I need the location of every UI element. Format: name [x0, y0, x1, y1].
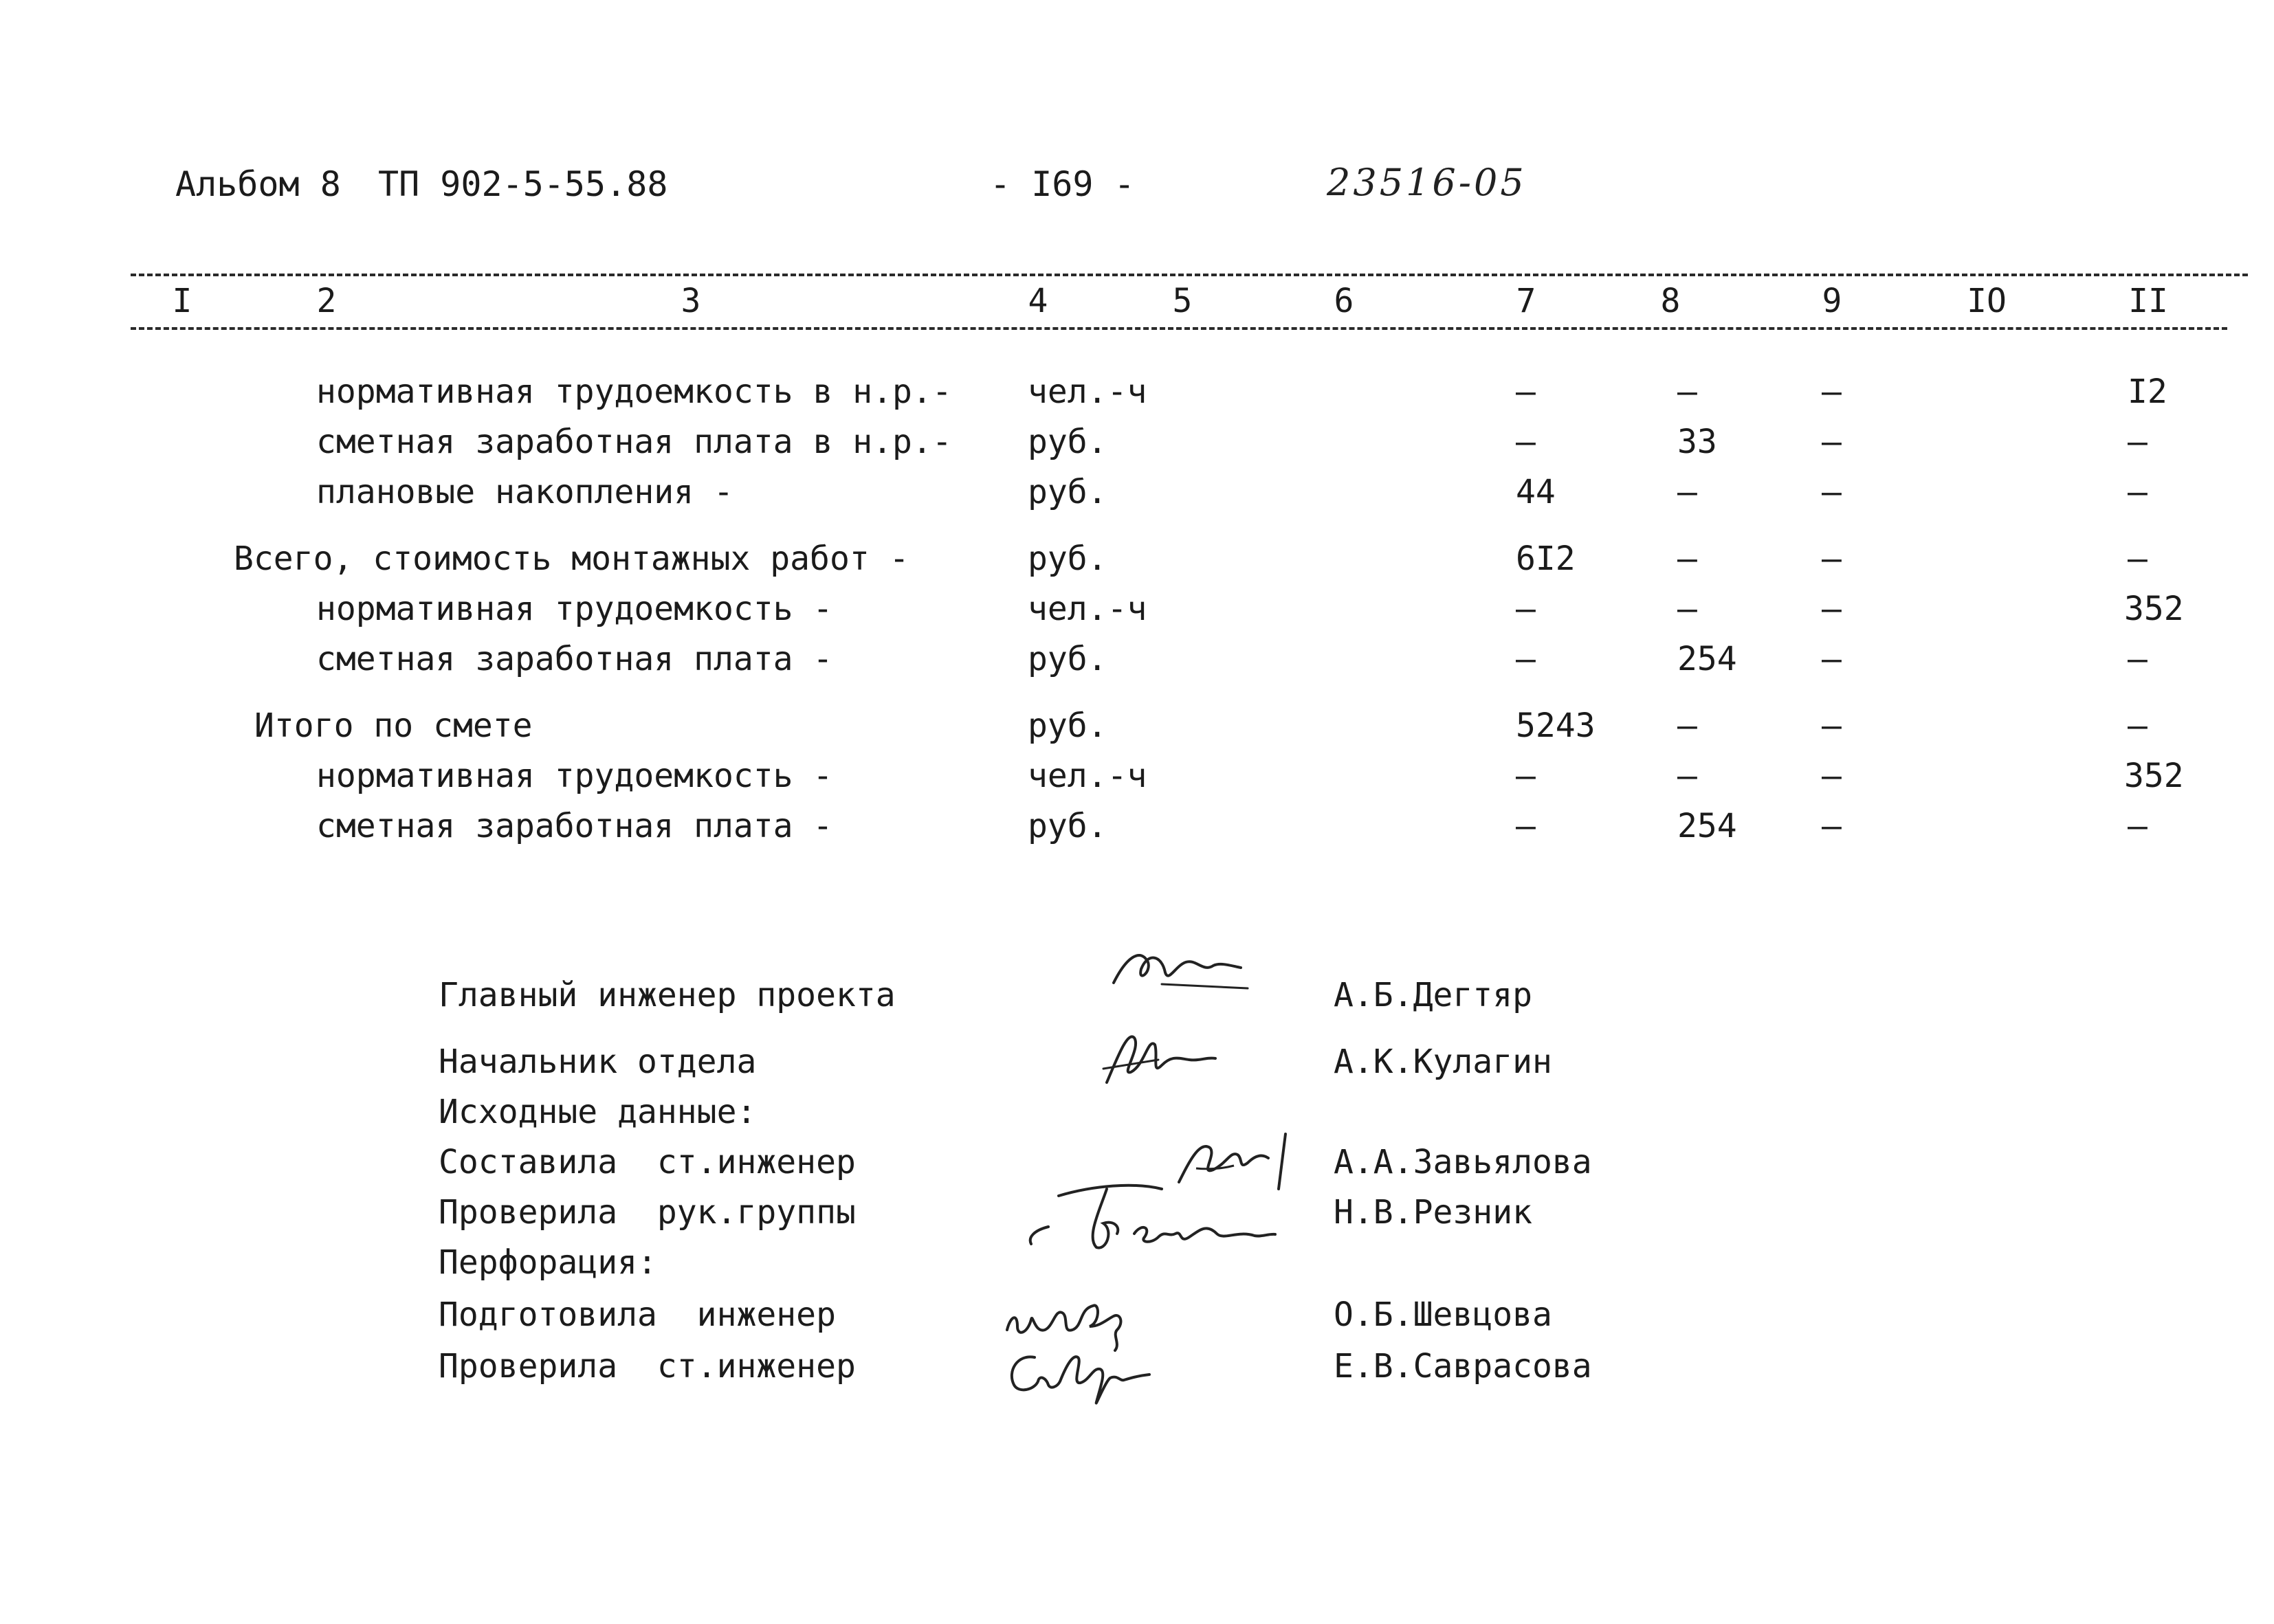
table-cell-col9: – [1822, 473, 1842, 511]
signature-role: Главный инженер проекта [439, 976, 896, 1014]
section-label-perforation: Перфорация: [439, 1243, 657, 1282]
table-cell-col11: I2 [2128, 372, 2167, 411]
table-row-unit: руб. [1028, 473, 1107, 511]
table-cell-col7: – [1516, 807, 1536, 845]
table-top-rule [131, 274, 2248, 276]
table-cell-col7: – [1516, 640, 1536, 678]
signature-scribble-degtyar [1100, 935, 1265, 1003]
col-header-4: 4 [1028, 282, 1048, 320]
page-number: - I69 - [990, 164, 1135, 204]
table-cell-col8: – [1677, 372, 1697, 411]
table-cell-col9: – [1822, 807, 1842, 845]
col-header-7: 7 [1516, 282, 1536, 320]
table-row-label: плановые накопления - [316, 473, 733, 511]
table-cell-col8: – [1677, 707, 1697, 745]
col-header-8: 8 [1660, 282, 1681, 320]
table-cell-col11: 352 [2124, 757, 2184, 795]
table-cell-col8: – [1677, 540, 1697, 578]
table-row-label: нормативная трудоемкость - [316, 757, 833, 795]
table-cell-col7: – [1516, 372, 1536, 411]
table-cell-col8: – [1677, 757, 1697, 795]
col-header-11: II [2128, 282, 2168, 320]
table-row-unit: руб. [1028, 707, 1107, 745]
signature-name: А.К.Кулагин [1334, 1043, 1552, 1081]
col-header-5: 5 [1172, 282, 1193, 320]
table-row-label: сметная заработная плата в н.р.- [316, 423, 952, 461]
signature-name: О.Б.Шевцова [1334, 1295, 1552, 1334]
col-header-10: IO [1967, 282, 2007, 320]
table-row-label: Итого по смете [254, 707, 533, 745]
table-cell-col8: 254 [1677, 807, 1737, 845]
signature-role: Подготовила инженер [439, 1295, 836, 1334]
table-row-label: Всего, стоимость монтажных работ - [234, 540, 909, 578]
project-code: ТП 902-5-55.88 [378, 164, 668, 204]
section-label-source-data: Исходные данные: [439, 1093, 757, 1131]
signature-name: А.А.Завьялова [1334, 1143, 1592, 1181]
table-cell-col8: – [1677, 590, 1697, 628]
signature-name: Е.В.Саврасова [1334, 1347, 1592, 1386]
signature-scribble-kulagin [1093, 1017, 1230, 1093]
table-row-unit: руб. [1028, 540, 1107, 578]
col-header-2: 2 [316, 282, 337, 320]
col-header-3: 3 [681, 282, 701, 320]
table-cell-col9: – [1822, 707, 1842, 745]
signature-scribble-reznik [1017, 1168, 1285, 1258]
table-cell-col7: – [1516, 757, 1536, 795]
table-cell-col7: – [1516, 423, 1536, 461]
handwritten-doc-number: 23516-05 [1327, 161, 1527, 204]
col-header-1: I [172, 282, 192, 320]
signature-role: Проверила рук.группы [439, 1193, 856, 1232]
table-cell-col9: – [1822, 757, 1842, 795]
table-cell-col11: – [2128, 540, 2148, 578]
table-cell-col11: – [2128, 807, 2148, 845]
table-row-label: сметная заработная плата - [316, 807, 833, 845]
table-cell-col9: – [1822, 540, 1842, 578]
signature-role: Составила ст.инженер [439, 1143, 856, 1181]
table-cell-col11: – [2128, 707, 2148, 745]
signature-scribble-savrasova [997, 1340, 1162, 1416]
signature-name: А.Б.Дегтяр [1334, 976, 1532, 1014]
table-cell-col11: – [2128, 423, 2148, 461]
signature-name: Н.В.Резник [1334, 1193, 1532, 1232]
table-cell-col7: 44 [1516, 473, 1556, 511]
table-row-unit: чел.-ч [1028, 757, 1147, 795]
table-cell-col9: – [1822, 372, 1842, 411]
table-cell-col11: – [2128, 640, 2148, 678]
album-label: Альбом 8 [175, 164, 341, 204]
table-cell-col8: 33 [1677, 423, 1717, 461]
table-row-unit: чел.-ч [1028, 590, 1147, 628]
table-cell-col8: 254 [1677, 640, 1737, 678]
table-cell-col11: – [2128, 473, 2148, 511]
table-row-unit: руб. [1028, 807, 1107, 845]
col-header-9: 9 [1822, 282, 1842, 320]
table-cell-col9: – [1822, 423, 1842, 461]
table-row-unit: руб. [1028, 640, 1107, 678]
table-cell-col8: – [1677, 473, 1697, 511]
table-row-label: нормативная трудоемкость - [316, 590, 833, 628]
table-row-label: нормативная трудоемкость в н.р.- [316, 372, 952, 411]
table-cell-col7: 5243 [1516, 707, 1596, 745]
table-cell-col7: – [1516, 590, 1536, 628]
signature-role: Проверила ст.инженер [439, 1347, 856, 1386]
table-header-rule [131, 327, 2227, 330]
col-header-6: 6 [1334, 282, 1354, 320]
table-cell-col7: 6I2 [1516, 540, 1576, 578]
table-row-unit: чел.-ч [1028, 372, 1147, 411]
table-cell-col11: 352 [2124, 590, 2184, 628]
table-row-label: сметная заработная плата - [316, 640, 833, 678]
signature-role: Начальник отдела [439, 1043, 757, 1081]
table-cell-col9: – [1822, 590, 1842, 628]
table-row-unit: руб. [1028, 423, 1107, 461]
table-cell-col9: – [1822, 640, 1842, 678]
